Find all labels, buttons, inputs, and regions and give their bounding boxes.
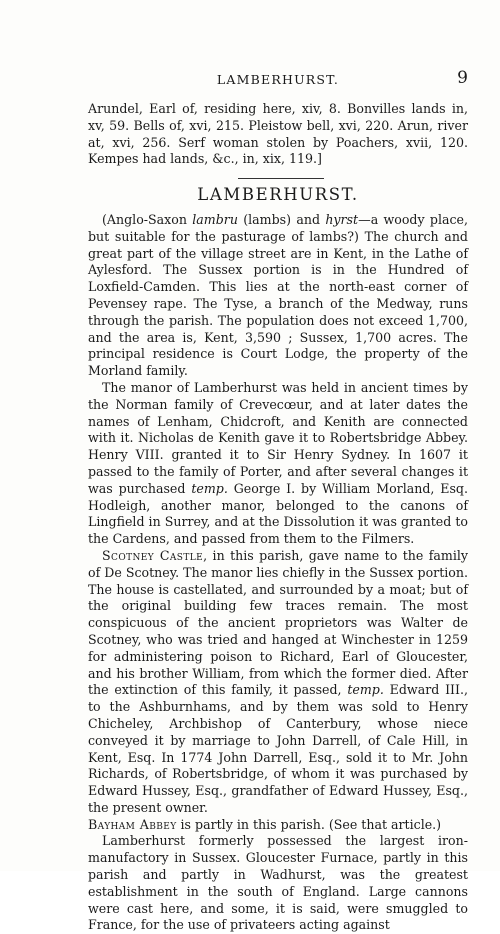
italic-word: temp.: [347, 682, 384, 698]
continuation-paragraph: [88, 101, 468, 168]
text-run: Edward III., to the Ashburnhams, and by them was sold to Henry Chicheley, Archbishop of Canterbury, whose niece conveyed it by marriage to John Darrell, of Cale Hill, in Kent, Esq. In 1774 John Darrell, Esq., sold it to Mr. John Richards, of Robertsbridge, of whom it was purchased by Edward Hussey, Esq., grandfather of Edward Hussey, Esq., the present owner.: [88, 682, 469, 815]
section-title: LAMBERHURST.: [197, 185, 359, 204]
running-title: LAMBERHURST.: [216, 72, 340, 87]
page-number: 9: [457, 68, 468, 88]
text-run: The manor of Lamberhurst was held in ancient times by the Norman family of Crevecœur, and at later dates the names of Lenham, Chidcroft, and Kenith are connected with it. Nicholas de Kenith gave it to Robertsbridge Abbey. Henry VIII. granted it to Sir Henry Sydney. In 1607 it passed to the family of Porter, and after several changes it was purchased: [88, 379, 468, 496]
small-caps-heading: Bayham Abbey: [88, 816, 177, 832]
small-caps-heading: Scotney Castle: [102, 547, 204, 563]
section-body: [88, 212, 468, 934]
paragraph-manor: [88, 380, 468, 548]
continuation-text: Arundel, Earl of, residing here, xiv, 8. Bonvilles lands in, xv, 59. Bells of, xvi, 215. Pleistow bell, xvi, 220. Arun, river at, xvi, 256. Serf woman stolen by Poachers, xvii, 120. Kempes had lands, &c., in, xix, 119.]: [88, 101, 468, 167]
text-run: (Anglo-Saxon: [102, 212, 193, 227]
text-run: —a woody place, but suitable for the pasturage of lambs?) The church and great part of the village street are in Kent, in the Lathe of Aylesford. The Sussex portion is in the Hundred of Loxfield-Camden. This lies at the north-east corner of Pevensey rape. The Tyse, a branch of the Medway, runs through the parish. The population does not exceed 1,700, and the area is, Kent, 3,590 ; Sussex, 1,700 acres. The principal residence is Court Lodge, the property of the Morland family.: [88, 212, 468, 379]
running-head: [88, 68, 468, 90]
section-divider-rule: [238, 178, 324, 179]
paragraph-iron-manufactory: [88, 833, 468, 934]
text-run: Lamberhurst formerly possessed the largest iron-manufactory in Sussex. Gloucester Furnace, partly in this parish and partly in Wadhurst, was the greatest establishment in the south of England. Large cannons were cast here, and some, it is said, were smuggled to France, for the use of privateers acting against: [88, 833, 468, 933]
text-run: is partly in this parish. (See that article.): [176, 816, 442, 832]
text-run: , in this parish, gave name to the family of De Scotney. The manor lies chiefly in the Sussex portion. The house is castellated, and surrounded by a moat; but of the original building few traces remain. The most conspicuous of the ancient proprietors was Walter de Scotney, who was tried and hanged at Winchester in 1259 for administering poison to Richard, Earl of Gloucester, and his brother William, from which the former died. After the extinction of this family, it passed,: [88, 547, 468, 698]
italic-word: temp.: [191, 480, 228, 496]
text-run: (lambs) and: [237, 212, 326, 227]
text-run: George I. by William Morland, Esq. Hodleigh, another manor, belonged to the canons of Lingfield in Surrey, and at the Dissolution it was granted to the Cardens, and passed from them to the Filmers.: [88, 480, 468, 547]
italic-word: hyrst: [325, 212, 359, 227]
paragraph-scotney-castle: [88, 548, 468, 834]
paragraph-etymology: [88, 212, 468, 380]
italic-word: lambru: [192, 212, 238, 227]
